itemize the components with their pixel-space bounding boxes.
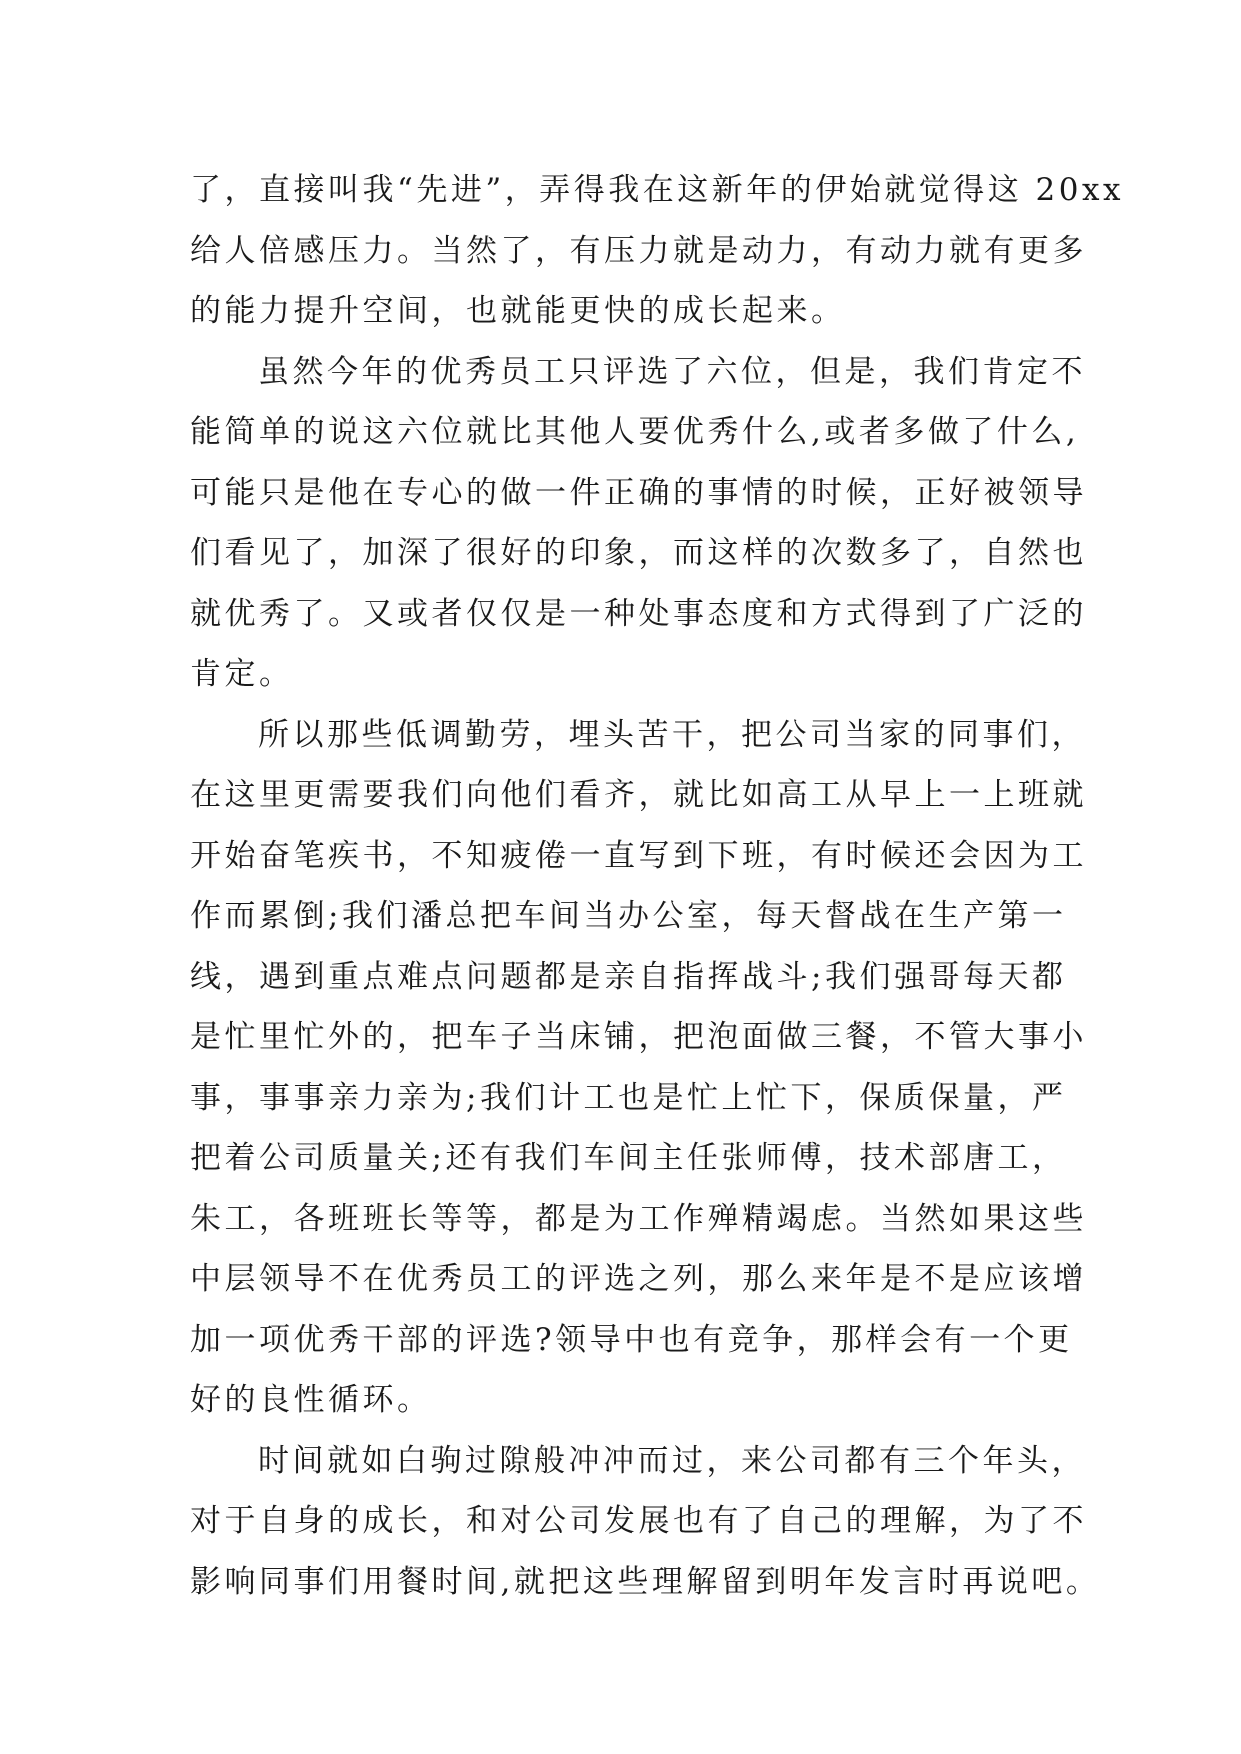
text-line: 中层领导不在优秀员工的评选之列，那么来年是不是应该增 (190, 1261, 1087, 1297)
text-line: 对于自身的成长，和对公司发展也有了自己的理解，为了不 (190, 1503, 1087, 1539)
text-line: 作而累倒;我们潘总把车间当办公室，每天督战在生产第一 (190, 898, 1067, 934)
text-line: 是忙里忙外的，把车子当床铺，把泡面做三餐，不管大事小 (190, 1019, 1087, 1055)
text-line: 肯定。 (190, 656, 294, 692)
text-line: 加一项优秀干部的评选?领导中也有竞争，那样会有一个更 (190, 1321, 1073, 1358)
text-line: 虽然今年的优秀员工只评选了六位，但是，我们肯定不 (258, 353, 1086, 390)
text-line: 了，直接叫我“先进”，弄得我在这新年的伊始就觉得这 20xx (190, 172, 1124, 208)
text-line: 在这里更需要我们向他们看齐，就比如高工从早上一上班就 (190, 777, 1087, 813)
text-line: 把着公司质量关;还有我们车间主任张师傅，技术部唐工， (190, 1140, 1067, 1176)
text-line: 朱工，各班班长等等，都是为工作殚精竭虑。当然如果这些 (190, 1200, 1087, 1237)
text-line: 所以那些低调勤劳，埋头苦干，把公司当家的同事们， (258, 716, 1086, 753)
text-line: 能简单的说这六位就比其他人要优秀什么,或者多做了什么, (190, 414, 1080, 450)
text-line: 时间就如白驹过隙般冲冲而过，来公司都有三个年头， (258, 1442, 1086, 1479)
paragraph (190, 705, 1087, 1431)
text-line: 给人倍感压力。当然了，有压力就是动力，有动力就有更多 (190, 232, 1087, 269)
text-line: 好的良性循环。 (190, 1382, 432, 1418)
paragraph (190, 342, 1087, 705)
text-line: 开始奋笔疾书，不知疲倦一直写到下班，有时候还会因为工 (190, 837, 1087, 874)
paragraph (190, 1431, 1101, 1613)
document-body (190, 160, 1124, 1612)
text-line: 就优秀了。又或者仅仅是一种处事态度和方式得到了广泛的 (190, 595, 1087, 632)
text-line: 事，事事亲力亲为;我们计工也是忙上忙下，保质保量，严 (190, 1079, 1067, 1116)
text-line: 可能只是他在专心的做一件正确的事情的时候，正好被领导 (190, 474, 1087, 511)
text-line: 的能力提升空间，也就能更快的成长起来。 (190, 293, 846, 329)
text-line: 影响同事们用餐时间,就把这些理解留到明年发言时再说吧。 (190, 1563, 1101, 1600)
text-line: 们看见了，加深了很好的印象，而这样的次数多了，自然也 (190, 535, 1087, 571)
text-line: 线，遇到重点难点问题都是亲自指挥战斗;我们强哥每天都 (190, 958, 1067, 995)
paragraph (190, 160, 1124, 342)
